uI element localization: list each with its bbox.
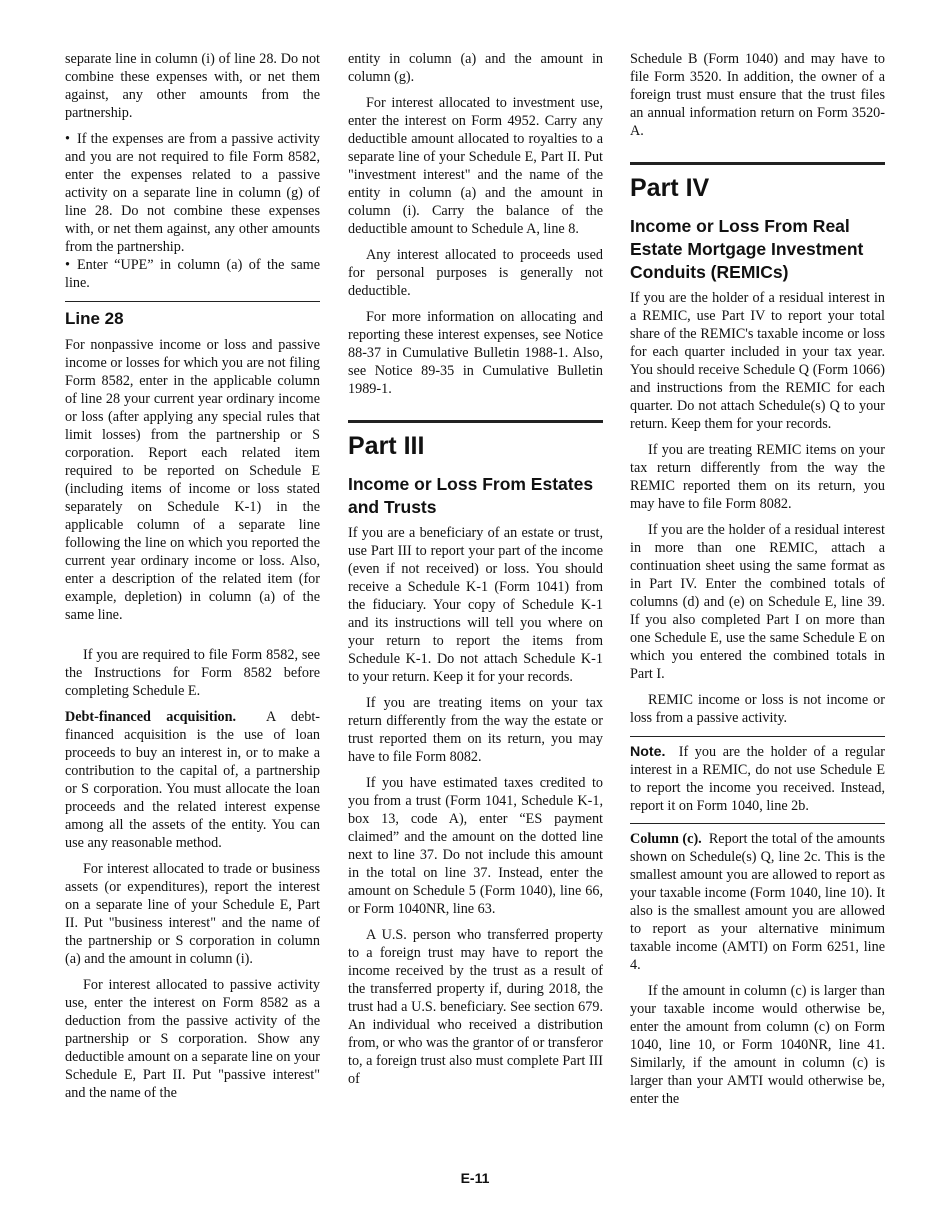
column-1 bbox=[65, 50, 320, 1110]
paragraph: If you are a beneficiary of an estate or trust, use Part III to report your part of the income (even if not received) or loss. You should receive a Schedule K-1 (Form 1041) from the fiduciary. Your copy of Schedule K-1 and its instructions will tell you where on your return to report the items from Schedule K-1. Do not attach Schedule K-1 to your return. Keep it for your records. bbox=[348, 525, 603, 685]
debt-financed-paragraph: Debt-financed acquisition. A debt-financed acquisition is the use of loan proceeds to buy an interest in, or to make a contribution to the capital of, a partnership or S corporation. You must allocate the loan proceeds and the related interest expense among all the assets of the entity. You can use any reasonable method. bbox=[65, 709, 320, 851]
column-3 bbox=[630, 50, 885, 1116]
spacer bbox=[65, 632, 320, 646]
paragraph: For interest allocated to investment use, enter the interest on Form 4952. Carry any deductible amount allocated to royalties to a separate line of your Schedule E, Part II. Put "investment interest" and the name of the entity in column (a) and the amount in column (i). Carry the balance of the deductible amount to Schedule A, line 8. bbox=[348, 95, 603, 237]
paragraph: separate line in column (i) of line 28. Do not combine these expenses with, or net them against, any other amounts from the partnership. bbox=[65, 51, 320, 121]
paragraph: entity in column (a) and the amount in column (g). bbox=[348, 51, 603, 85]
note-label: Note. bbox=[630, 744, 666, 760]
bullet-icon: • bbox=[65, 257, 70, 273]
paragraph: Schedule B (Form 1040) and may have to file Form 3520. In addition, the owner of a foreign trust must ensure that the trust files an annual information return on Form 3520-A. bbox=[630, 51, 885, 139]
part-iii-subheading: Income or Loss From Estates and Trusts bbox=[348, 474, 594, 517]
note-paragraph: Note. If you are the holder of a regular interest in a REMIC, do not use Schedule E to report the income you received. Instead, report it on Form 1040, line 2b. bbox=[630, 744, 885, 814]
paragraph: A U.S. person who transferred property to a foreign trust may have to report the income received by the trust as a result of the transferred property if, during 2018, the trust had a U.S. beneficiary. See section 679. An individual who received a distribution from, or who was the grantor of or transferor to, a foreign trust also must complete Part III of bbox=[348, 927, 603, 1087]
paragraph: If the amount in column (c) is larger than your taxable income would otherwise be, enter the amount from column (c) on Form 1040, line 10, or Form 1040NR, line 41. Similarly, if the amount in column (c) is larger than your AMTI would otherwise be, enter the bbox=[630, 983, 885, 1107]
paragraph: REMIC income or loss is not income or loss from a passive activity. bbox=[630, 692, 885, 726]
bullet-item: • If the expenses are from a passive activity and you are not required to file Form 8582, enter the expenses related to a passive activity on a separate line in column (g) of line 28. Do not combine these expenses with, or net them against, any other amounts from the partnership. bbox=[65, 131, 320, 255]
paragraph: If you are the holder of a residual interest in a REMIC, use Part IV to report your total share of the REMIC's taxable income or loss for each quarter included in your tax year. You should receive Schedule Q (Form 1066) and instructions from the REMIC for each quarter. Do not attach Schedule(s) Q to your return. Keep them for your records. bbox=[630, 290, 885, 432]
bullet-icon: • bbox=[65, 131, 70, 147]
divider bbox=[65, 301, 320, 302]
paragraph: For interest allocated to passive activity use, enter the interest on Form 8582 as a deduction from the passive activity of the partnership or S corporation. Show any deductible amount on a separate line on your Schedule E, Part II. Put "passive interest" and the name of the bbox=[65, 977, 320, 1101]
page-number: E-11 bbox=[460, 1170, 490, 1186]
part-iv-heading: Part IV bbox=[630, 174, 710, 202]
line-28-heading: Line 28 bbox=[65, 309, 124, 328]
paragraph: For nonpassive income or loss and passive income or losses for which you are not filing Form 8582, enter in the applicable column of line 28 your current year ordinary income or loss (after applying any special rules that limit losses) from the partnership or S corporation. Report each related item required to be reported on Schedule E (including items of income or loss stated separately on Schedule K-1) in the applicable column of a separate line following the line on which you reported the current year ordinary income or loss. Also, enter a description of the related item (for example, depletion) in column (a) of the same line. bbox=[65, 337, 320, 623]
divider bbox=[630, 823, 885, 824]
paragraph: If you are the holder of a residual interest in more than one REMIC, attach a continuation sheet using the same format as in Part IV. Enter the combined totals of columns (d) and (e) on Schedule E, line 39. If you also completed Part I on more than one Schedule E, use the same Schedule E on which you entered the combined totals in Part I. bbox=[630, 522, 885, 682]
paragraph: Any interest allocated to proceeds used for personal purposes is generally not deductible. bbox=[348, 247, 603, 299]
section-divider bbox=[348, 420, 603, 423]
part-iii-heading: Part III bbox=[348, 432, 425, 460]
section-divider bbox=[630, 162, 885, 165]
paragraph: If you have estimated taxes credited to you from a trust (Form 1041, Schedule K-1, box 13, code A), enter “ES payment claimed” and the amount on the dotted line next to line 37. Do not include this amount in the total on line 37. Instead, enter the amount on Schedule 5 (Form 1040), line 66, or Form 1040NR, line 63. bbox=[348, 775, 603, 917]
bullet-item: • Enter “UPE” in column (a) of the same line. bbox=[65, 257, 320, 291]
paragraph: For more information on allocating and reporting these interest expenses, see Notice 88-37 in Cumulative Bulletin 1988-1. Also, see Notice 89-35 in Cumulative Bulletin 1989-1. bbox=[348, 309, 603, 397]
paragraph: For interest allocated to trade or business assets (or expenditures), report the interest on a separate line of your Schedule E, Part II. Put "business interest" and the name of the partnership or S corporation in column (a) and the amount in column (i). bbox=[65, 861, 320, 967]
paragraph: If you are required to file Form 8582, see the Instructions for Form 8582 before completing Schedule E. bbox=[65, 647, 320, 699]
run-in-heading: Debt-financed acquisition. bbox=[65, 709, 237, 725]
run-in-heading: Column (c). bbox=[630, 831, 702, 847]
paragraph: If you are treating REMIC items on your tax return differently from the way the REMIC reported them on its return, you may have to file Form 8082. bbox=[630, 442, 885, 512]
column-c-paragraph: Column (c). Report the total of the amounts shown on Schedule(s) Q, line 2c. This is the smallest amount you are allowed to report as your taxable income (Form 1040, line 10). It also is the smallest amount you are allowed to report as your alternative minimum taxable income (AMTI) on Form 6251, line 4. bbox=[630, 831, 885, 973]
paragraph: If you are treating items on your tax return differently from the way the estate or trust reported them on its return, you may have to file Form 8082. bbox=[348, 695, 603, 765]
column-2 bbox=[348, 50, 603, 1096]
part-iv-subheading: Income or Loss From Real Estate Mortgage Investment Conduits (REMICs) bbox=[630, 216, 864, 282]
divider bbox=[630, 736, 885, 737]
